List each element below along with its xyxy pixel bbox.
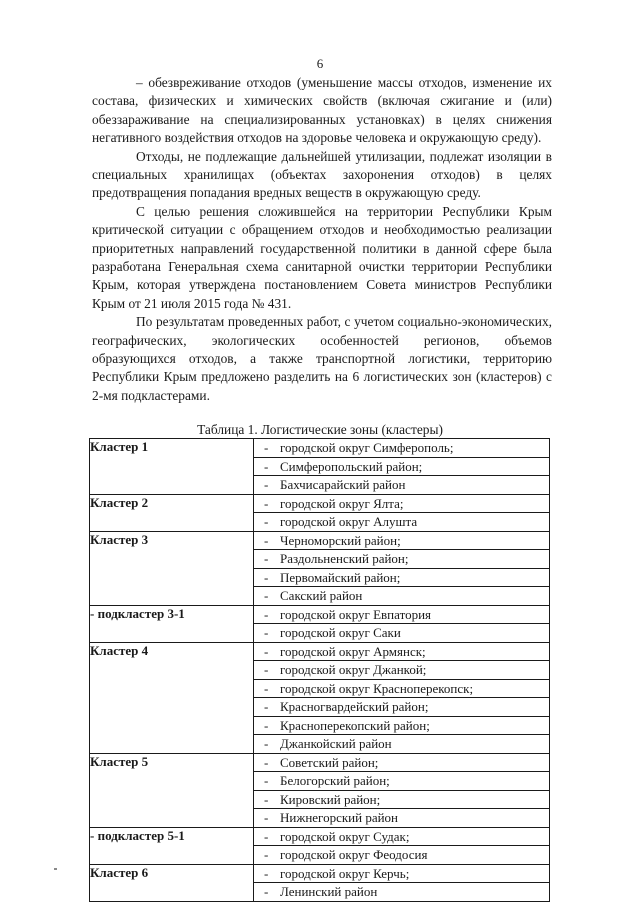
territory-label: городской округ Армянск; <box>280 643 426 659</box>
list-item <box>254 679 549 698</box>
cluster-name: Кластер 6 <box>90 864 254 901</box>
table-row <box>90 494 550 531</box>
table-row <box>90 753 550 827</box>
bullet-dash: - <box>264 791 269 807</box>
territory-label: городской округ Джанкой; <box>280 662 427 677</box>
list-item <box>254 845 549 864</box>
list-item <box>254 495 549 513</box>
cluster-name: - подкластер 3-1 <box>90 605 254 642</box>
bullet-dash: - <box>264 828 269 844</box>
territory-label: Кировский район; <box>280 791 381 807</box>
bullet-dash: - <box>264 440 269 455</box>
page-number: 6 <box>316 56 324 71</box>
list-item <box>254 716 549 735</box>
list-item <box>254 457 549 476</box>
bullet-dash: - <box>264 588 269 603</box>
territory-label: Джанкойский район <box>280 736 392 751</box>
table-row <box>90 531 550 605</box>
cluster-name: Кластер 2 <box>90 494 254 531</box>
bullet-dash: - <box>264 717 269 733</box>
bullet-dash: - <box>264 458 269 474</box>
bullet-dash: - <box>264 773 269 788</box>
territory-label: городской округ Судак; <box>280 828 410 844</box>
list-item <box>254 439 549 457</box>
bullet-dash: - <box>264 810 269 825</box>
list-item <box>254 606 549 624</box>
list-item <box>254 882 549 901</box>
territory-label: городской округ Феодосия <box>280 847 428 862</box>
bullet-dash: - <box>264 884 269 899</box>
table-row <box>90 642 550 753</box>
territory-label: Красногвардейский район; <box>280 699 429 714</box>
bullet-dash: - <box>264 625 269 640</box>
list-item <box>254 549 549 568</box>
territory-label: Советский район; <box>280 754 379 770</box>
cluster-name: Кластер 1 <box>90 439 254 495</box>
bullet-dash: - <box>264 662 269 677</box>
cluster-territories <box>254 642 550 753</box>
table-caption: Таблица 1. Логистические зоны (кластеры) <box>197 422 443 437</box>
list-item <box>254 568 549 587</box>
bullet-dash: - <box>264 532 269 548</box>
cluster-name: Кластер 3 <box>90 531 254 605</box>
list-item <box>254 532 549 550</box>
territory-label: городской округ Саки <box>280 625 401 640</box>
cluster-territories <box>254 827 550 864</box>
paragraph: – обезвреживание отходов (уменьшение массы отходов, изменение их состава, физических и химических свойств (включая сжигание и (или) обеззараживание на специализированных установках) в целях снижения негативного воздействия отходов на здоровье человека и окружающую среду). <box>92 75 552 145</box>
bullet-dash: - <box>264 643 269 659</box>
territory-label: городской округ Керчь; <box>280 865 410 881</box>
cluster-territories <box>254 439 550 495</box>
cluster-territories <box>254 605 550 642</box>
territory-label: городской округ Евпатория <box>280 606 432 622</box>
list-item <box>254 734 549 753</box>
list-item <box>254 754 549 772</box>
bullet-dash: - <box>264 514 269 529</box>
bullet-dash: - <box>264 551 269 566</box>
cluster-territories <box>254 494 550 531</box>
list-item <box>254 865 549 883</box>
list-item <box>254 643 549 661</box>
list-item <box>254 808 549 827</box>
territory-label: городской округ Ялта; <box>280 495 404 511</box>
territory-label: Нижнегорский район <box>280 810 398 825</box>
bullet-dash: - <box>264 754 269 770</box>
table-row <box>90 827 550 864</box>
clusters-table <box>89 438 550 902</box>
bullet-dash: - <box>264 495 269 511</box>
territory-label: городской округ Алушта <box>280 514 418 529</box>
paragraph: Отходы, не подлежащие дальнейшей утилизации, подлежат изоляции в специальных хранилищах (объектах захоронения отходов) в целях предотвращения попадания вредных веществ в окружающую среду. <box>92 148 552 201</box>
cluster-name: - подкластер 5-1 <box>90 827 254 864</box>
paragraph: С целью решения сложившейся на территории Республики Крым критической ситуации с обращением отходов и необходимостью реализации приоритетных направлений государственной политики в данной сфере была разработана Генеральная схема санитарной очистки территории Республики Крым, которая утверждена постановлением Совета министров Республики Крым от 21 июля 2015 года № 431. <box>92 204 552 311</box>
paragraph: По результатам проведенных работ, с учетом социально-экономических, географических, экологических особенностей регионов, объемов образующихся отходов, а также транспортной логистики, территорию Республики Крым предложено разделить на 6 логистических зон (кластеров) с 2-мя подкластерами. <box>92 314 552 403</box>
cluster-name: Кластер 5 <box>90 753 254 827</box>
bullet-dash: - <box>264 569 269 585</box>
list-item <box>254 771 549 790</box>
list-item <box>254 623 549 642</box>
bullet-dash: - <box>264 847 269 862</box>
territory-label: Бахчисарайский район <box>280 477 406 492</box>
territory-label: Белогорский район; <box>280 773 390 788</box>
territory-label: Ленинский район <box>280 884 378 899</box>
territory-label: городской округ Красноперекопск; <box>280 680 474 696</box>
list-item <box>254 586 549 605</box>
cluster-territories <box>254 753 550 827</box>
cluster-territories <box>254 531 550 605</box>
territory-label: Сакский район <box>280 588 363 603</box>
bullet-dash: - <box>264 606 269 622</box>
scan-speck <box>54 868 57 870</box>
cluster-territories <box>254 864 550 901</box>
bullet-dash: - <box>264 736 269 751</box>
territory-label: Первомайский район; <box>280 569 401 585</box>
territory-label: Раздольненский район; <box>280 551 409 566</box>
list-item <box>254 475 549 494</box>
territory-label: Черноморский район; <box>280 532 401 548</box>
table-row <box>90 439 550 495</box>
table-row <box>90 864 550 901</box>
bullet-dash: - <box>264 477 269 492</box>
bullet-dash: - <box>264 699 269 714</box>
body-text <box>92 74 552 405</box>
list-item <box>254 697 549 716</box>
list-item <box>254 660 549 679</box>
territory-label: Симферопольский район; <box>280 458 423 474</box>
cluster-name: Кластер 4 <box>90 642 254 753</box>
territory-label: городской округ Симферополь; <box>280 440 454 455</box>
bullet-dash: - <box>264 865 269 881</box>
list-item <box>254 512 549 531</box>
bullet-dash: - <box>264 680 269 696</box>
list-item <box>254 828 549 846</box>
territory-label: Красноперекопский район; <box>280 717 430 733</box>
list-item <box>254 790 549 809</box>
table-row <box>90 605 550 642</box>
